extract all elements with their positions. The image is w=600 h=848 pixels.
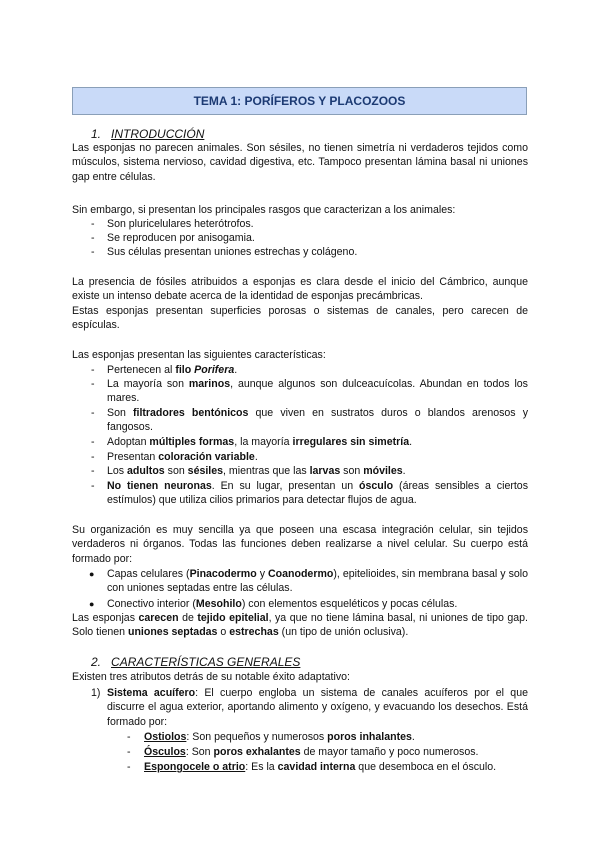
list-item	[107, 464, 528, 478]
bold-text: filo	[175, 364, 195, 376]
text: , la mayoría	[234, 436, 293, 448]
text: .	[402, 465, 406, 477]
text: : El cuerpo engloba un sistema de canales acuíferos por el que discurre el agua exterior, aportando alimento y oxígeno, y evacuando los desechos. Está formado por:	[107, 687, 528, 728]
bold-text: poros exhalantes	[213, 746, 301, 758]
list-item: Se reproducen por anisogamia.	[107, 232, 255, 244]
text: Las esponjas	[72, 612, 139, 624]
text: . En su lugar, presentan un	[211, 480, 360, 492]
list-item	[107, 567, 528, 596]
section-heading-introduccion	[91, 127, 204, 141]
text: ) con elementos esqueléticos y pocas células.	[241, 598, 458, 610]
bold-underline-text: Ostiolos	[144, 731, 187, 743]
text: y	[256, 568, 268, 580]
text: (áreas sensibles a ciertos estímulos) que utiliza cilios primarios para detectar flujos de agua.	[107, 480, 528, 507]
text: , ya que no tiene lámina basal, ni uniones de tipo gap. Solo tienen	[72, 612, 528, 639]
bold-text: filtradores bentónicos	[132, 407, 249, 419]
dash-marker: -	[127, 761, 131, 773]
text: que desemboca en el ósculo.	[355, 761, 497, 773]
bold-text: tejido epitelial	[197, 612, 269, 624]
list-item: Son pluricelulares heterótrofos.	[107, 218, 254, 230]
text: de	[178, 612, 198, 624]
bold-text: múltiples formas	[149, 436, 235, 448]
bold-text: marinos	[188, 378, 231, 390]
bold-text: adultos	[127, 465, 165, 477]
text: (un tipo de unión oclusiva).	[278, 626, 409, 639]
number-marker: 1)	[91, 687, 101, 699]
bold-text: coloración variable	[158, 451, 255, 463]
bold-text: ósculo	[359, 480, 394, 492]
sub-list-item	[144, 760, 528, 774]
text: : Son	[185, 746, 214, 758]
dash-marker: -	[91, 451, 95, 463]
list-item	[107, 363, 528, 377]
paragraph: La presencia de fósiles atribuidos a esponjas es clara desde el inicio del Cámbrico, aunque existe un intenso debate acerca de la identidad de esponjas precámbricas.	[72, 276, 528, 303]
paragraph: Las esponjas presentan las siguientes características:	[72, 349, 326, 361]
text: que viven en sustratos duros o blandos arenosos y fangosos.	[107, 407, 529, 434]
dash-marker: -	[91, 436, 95, 448]
text: : Son pequeños y numerosos	[186, 731, 328, 743]
text: o	[217, 626, 230, 639]
list-item	[107, 435, 528, 449]
bold-text: cavidad interna	[277, 761, 356, 773]
dash-marker: -	[91, 218, 95, 230]
text: de mayor tamaño y poco numerosos.	[300, 746, 479, 758]
dash-marker: -	[91, 246, 95, 258]
text: Los	[107, 465, 128, 477]
bullet-marker: ●	[89, 569, 95, 579]
dash-marker: -	[91, 407, 95, 419]
text: Conectivo interior (	[107, 598, 196, 610]
text: .	[254, 451, 258, 463]
paragraph: Las esponjas no parecen animales. Son sésiles, no tienen simetría ni verdaderos tejidos como músculos, sistema nervioso, cavidad digestiva, etc. Tampoco presentan lámina basal ni uniones gap entre células.	[72, 142, 528, 183]
paragraph	[72, 611, 528, 640]
paragraph: Estas esponjas presentan superficies porosas o sistemas de canales, pero carecen de espículas.	[72, 305, 528, 332]
sub-list-item	[144, 745, 528, 759]
bold-text: carecen	[138, 612, 179, 624]
dash-marker: -	[91, 364, 95, 376]
bold-text: uniones septadas	[127, 626, 218, 639]
text: Pertenecen al	[107, 364, 176, 376]
text: Presentan	[107, 451, 159, 463]
paragraph: Su organización es muy sencilla ya que poseen una escasa integración celular, sin tejidos verdaderos ni órganos. Todas las funciones deben realizarse a nivel celular. Su cuerpo está formado por:	[72, 524, 528, 565]
paragraph: Sin embargo, si presentan los principales rasgos que caracterizan a los animales:	[72, 204, 456, 216]
bold-text: Coanodermo	[268, 568, 334, 580]
bold-text: Pinacodermo	[189, 568, 257, 580]
dash-marker: -	[127, 731, 131, 743]
list-item	[107, 450, 528, 464]
text: Adoptan	[107, 436, 150, 448]
section-number: 2.	[91, 655, 102, 669]
bold-text: Mesohilo	[195, 598, 242, 610]
bold-text: sésiles	[187, 465, 224, 477]
bold-text: móviles	[363, 465, 403, 477]
list-item	[107, 597, 528, 611]
list-item	[107, 479, 528, 508]
sub-list-item	[144, 730, 528, 744]
numbered-item	[107, 686, 528, 729]
dash-marker: -	[91, 465, 95, 477]
dash-marker: -	[91, 480, 95, 492]
bold-text: estrechas	[229, 626, 279, 639]
section-title: CARACTERÍSTICAS GENERALES	[111, 655, 301, 669]
section-number: 1.	[91, 127, 102, 141]
list-item	[107, 406, 528, 435]
text: son	[164, 465, 188, 477]
dash-marker: -	[91, 378, 95, 390]
dash-marker: -	[91, 232, 95, 244]
text: , aunque algunos son dulceacuícolas. Abundan en todos los mares.	[107, 378, 528, 405]
section-heading-caracteristicas	[91, 655, 300, 669]
text: La mayoría son	[107, 378, 189, 390]
paragraph: Existen tres atributos detrás de su notable éxito adaptativo:	[72, 671, 350, 683]
text: .	[409, 436, 413, 448]
bullet-marker: ●	[89, 599, 95, 609]
bold-text: Sistema acuífero	[107, 687, 196, 699]
text: : Es la	[245, 761, 278, 773]
list-item	[107, 377, 528, 406]
text: , mientras que las	[223, 465, 310, 477]
dash-marker: -	[127, 746, 131, 758]
text: .	[411, 731, 415, 743]
bold-underline-text: Espongocele o atrio	[144, 761, 246, 773]
list-item: Sus células presentan uniones estrechas y colágeno.	[107, 246, 358, 258]
text: Capas celulares (	[107, 568, 190, 580]
text: Son	[107, 407, 133, 419]
text: son	[340, 465, 364, 477]
bold-italic-text: Porifera	[194, 364, 235, 376]
bold-text: irregulares sin simetría	[292, 436, 410, 448]
bold-text: No tienen neuronas	[107, 480, 212, 492]
section-title: INTRODUCCIÓN	[111, 127, 205, 141]
bold-text: poros inhalantes	[327, 731, 412, 743]
text: .	[234, 364, 238, 376]
bold-underline-text: Ósculos	[144, 746, 186, 758]
document-title: TEMA 1: PORÍFEROS Y PLACOZOOS	[72, 87, 527, 115]
text: ), epitelioides, sin membrana basal y solo con uniones septadas entre las células.	[107, 568, 529, 595]
bold-text: larvas	[309, 465, 341, 477]
